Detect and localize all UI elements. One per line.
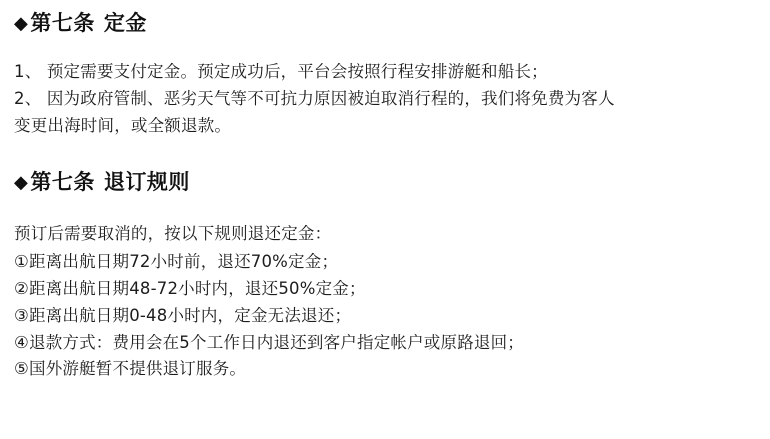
section-heading-title: 定金 — [103, 11, 147, 35]
section-deposit — [14, 10, 756, 139]
list-item: ③距离出航日期0-48小时内，定金无法退还； — [14, 305, 352, 325]
paragraph-item: 变更出海时间，或全额退款。 — [14, 115, 232, 135]
section-heading-deposit — [14, 10, 756, 37]
section-heading-number: 第七条 — [30, 170, 95, 195]
list-item: ⑤国外游艇暂不提供退订服务。 — [14, 359, 247, 379]
section-heading-title: 退订规则 — [103, 170, 190, 195]
black-diamond-icon: ◆ — [14, 13, 29, 34]
section-refund-rules — [14, 169, 756, 383]
black-diamond-icon: ◆ — [14, 172, 29, 194]
section-body-refund — [14, 221, 756, 383]
section-body-deposit — [14, 59, 756, 139]
section-heading-refund — [14, 169, 756, 196]
list-item: ②距离出航日期48-72小时内，退还50%定金； — [14, 279, 366, 299]
refund-intro-line: 预订后需要取消的，按以下规则退还定金： — [14, 223, 332, 243]
paragraph-item: 1、 预定需要支付定金。预定成功后，平台会按照行程安排游艇和船长； — [14, 62, 548, 82]
paragraph-item: 2、 因为政府管制、恶劣天气等不可抗力原因被迫取消行程的，我们将免费为客人 — [14, 89, 615, 109]
list-item: ①距离出航日期72小时前，退还70%定金； — [14, 252, 339, 272]
list-item: ④退款方式：费用会在5个工作日内退还到客户指定帐户或原路退回； — [14, 332, 524, 352]
section-heading-number: 第七条 — [30, 11, 95, 35]
